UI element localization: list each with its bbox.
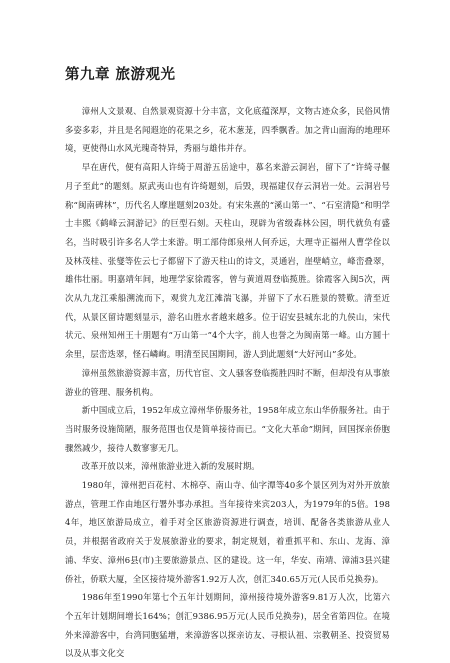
paragraph: 早在唐代，便有高阳人许绮于周游五岳途中，慕名来游云洞岩，留下了“许绮寻偃月子至此”的题刻。原武夷山也有许绮题刻，后毁，现福建仅存云洞岩一处。云洞岩号称“闽南碑林”，历代名人摩崖题刻203处。有宋朱熹的“溪山第一”、“石室清隐”和明学士丰熙《鹤峰云洞游记》的巨型石刻。天柱山，现辟为省级森林公园，明代就负有盛名，当时吸引许多名人学士来游。明工部侍郎泉州人何乔远，大理寺正福州人曹学佺以及林茂桂、张燮等佐云七子都留下了游天柱山的诗文，灵通岩，崖壁峭立，峰峦叠翠，雄伟壮丽。明嘉靖年间，地理学家徐霞客，曾与黄道周登临揽胜。徐霞客入闽5次，两次从九龙江乘船溯流而下，观赏九龙江滩湍飞瀑，并留下了水石胜景的赞歎。清至近代，从景区留诗题刻显示，游名山胜水者越来越多。位于诏安县城东北的九侯山，宋代状元、泉州知州王十朋题有“万山第一”4个大字，前人也誉之为闽南第一峰。山方圆十余里，层峦迭翠，怪石嶙峋。明清至民国期间，游人到此题刻“大好河山”多处。 — [65, 162, 390, 360]
paragraph: 新中国成立后，1952年成立漳州华侨服务社，1958年成立东山华侨服务社。由于当时服务设施简陋，服务范围也仅是简单接待而已。“文化大革命”期间，回国探亲侨胞骤然减少，接待人数寥寥无几。 — [65, 405, 390, 453]
paragraph: 漳州虽然旅游资源丰富，历代官宦、文人骚客登临揽胜四时不断，但却没有从事旅游业的管理、服务机构。 — [65, 367, 390, 397]
paragraph: 改革开放以来，漳州旅游业进入新的发展时期。 — [81, 461, 260, 472]
paragraph: 漳州人文景观、自然景观资源十分丰富，文化底蕴深厚，文物古迹众多，民俗风情多姿多彩，并且是名闻遐迩的花果之乡，花木葱茏，四季飘香。加之背山面海的地理环境，更使得山水风光瑰奇特异，秀丽与雄伟并存。 — [65, 106, 390, 154]
paragraph: 1980年，漳州把百花村、木棉亭、南山寺、仙字潭等40多个景区列为对外开放旅游点，管理工作由地区行署外事办承担。当年接待来宾203人，为1979年的5倍。1984年，地区旅游局成立，着手对全区旅游资源进行调查，培训、配备各类旅游从业人员，并根据省政府关于发展旅游业的要求，制定规划，着重抓平和、东山、龙海、漳浦、华安、漳州6县(市)主要旅游景点、区的建设。这一年，华安、南靖、漳浦3县兴建侨社，侨联大厦，全区接待境外游客1.92万人次，创汇340.65万元(人民币兑换券)。 — [65, 480, 390, 584]
paragraph: 1986年至1990年第七个五年计划期间，漳州接待境外游客9.81万人次，比第六个五年计划期间增长164%；创汇9386.95万元(人民币兑换券)，居全省第四位。在境外来漳游客中，台湾同胞猛增，来漳游客以探亲访友、寻根认祖、宗教朝圣、投资贸易以及从事文化交 — [65, 592, 390, 659]
chapter-title: 第九章 旅游观光 — [65, 67, 176, 83]
